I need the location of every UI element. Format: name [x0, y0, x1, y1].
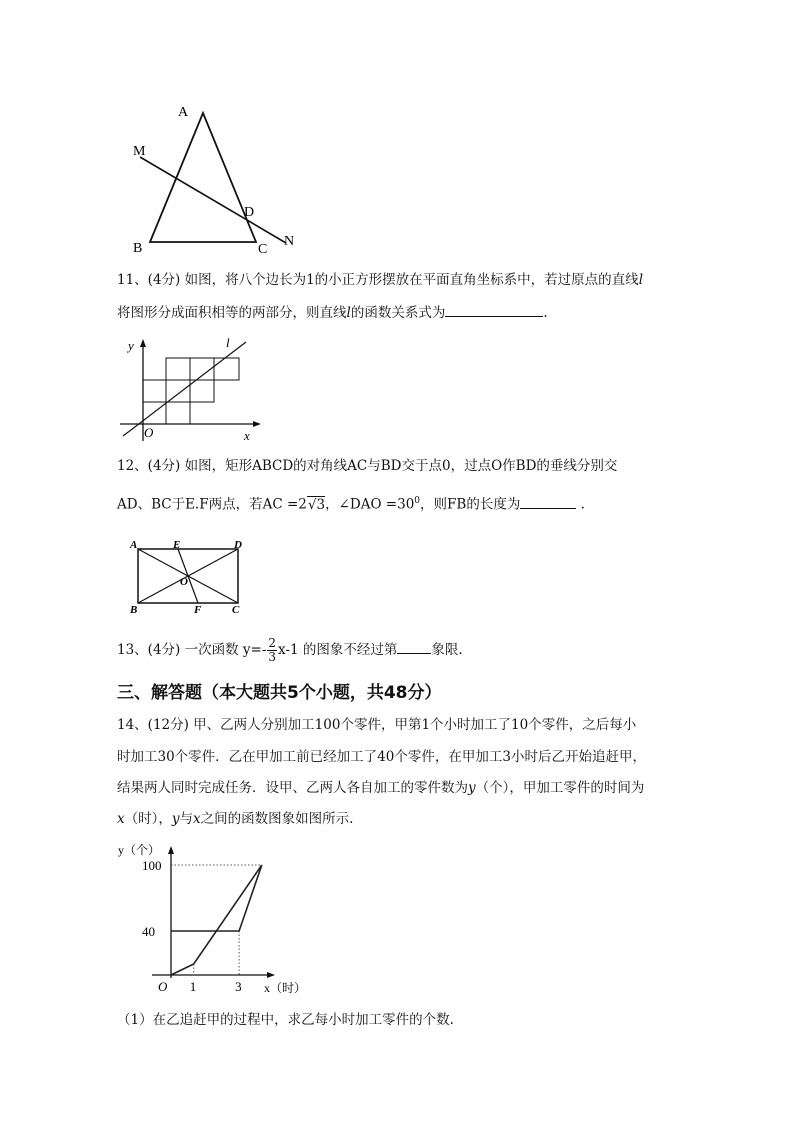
q12-line2-a: AD、BC于E.F两点，若AC =2 [117, 496, 307, 513]
q14-line3-b: （个），甲加工零件的时间为 [475, 780, 645, 796]
square [166, 380, 190, 402]
q12-answer-blank[interactable] [520, 494, 576, 509]
label-o: O [144, 425, 154, 440]
q13-text-b: x-1 的图象不经过第 [278, 642, 398, 658]
series-line-2 [171, 865, 262, 931]
y-axis-label: y（个） [118, 843, 161, 857]
label-o: O [180, 576, 188, 588]
function-chart [112, 838, 322, 998]
q12-line1: 12、(4分) 如图，矩形ABCD的对角线AC与BD交于点0，过点O作BD的垂线分别交 [117, 458, 618, 474]
square [143, 380, 166, 402]
q11-line2 [117, 302, 548, 322]
fraction [267, 637, 277, 664]
q14-line4-a: （时）， [124, 811, 172, 827]
fraction-numerator: 2 [268, 636, 277, 650]
squares [143, 358, 239, 424]
label-f: F [194, 604, 202, 616]
q14-var-x-2: x [193, 811, 201, 827]
sub-question-1: （1）在乙追赶甲的过程中，求乙每小时加工零件的个数. [117, 1012, 454, 1028]
q12-line2-end: . [576, 496, 585, 513]
triangle-abc [150, 113, 256, 242]
q13-text-a: 13、(4分) 一次函数 y=- [117, 642, 267, 658]
q14-var-y: y [468, 780, 476, 796]
q14-line3-a: 结果两人同时完成任务．设甲、乙两人各自加工的零件数为 [117, 780, 468, 796]
q11-answer-blank[interactable] [445, 302, 543, 317]
y-tick-label: 40 [142, 924, 155, 939]
x-axis-arrow-icon [253, 421, 261, 427]
label-a: A [130, 539, 138, 551]
label-m: M [133, 144, 146, 159]
q14-line4-b: 与 [179, 811, 194, 827]
q11-line2-a: 将图形分成面积相等的两部分，则直线 [117, 305, 347, 321]
y-tick-label: 100 [142, 858, 162, 873]
label-l: l [226, 336, 230, 350]
q13-text-c: 象限. [431, 642, 463, 658]
label-c: C [258, 242, 268, 257]
square [166, 358, 190, 380]
label-e: E [173, 539, 181, 551]
label-y: y [128, 338, 134, 353]
origin-label: O [158, 979, 168, 994]
q11-var-l: l [638, 272, 644, 288]
q12-line2-b: ，∠DAO =30 [325, 496, 415, 513]
y-axis-arrow-icon [140, 339, 146, 347]
q14-line2: 时加工30个零件．乙在甲加工前已经加工了40个零件，在甲加工3小时后乙开始追赶甲， [117, 749, 646, 765]
degree-superscript: 0 [414, 496, 421, 506]
q11-line2-b: 的函数关系式为 [350, 305, 446, 321]
label-x: x [244, 428, 250, 443]
triangle-figure [128, 100, 308, 260]
x-axis-label: x（时） [264, 981, 307, 995]
square [190, 380, 214, 402]
q11-var-l-2: l [346, 305, 351, 321]
q12-line2-c: ，则FB的长度为 [420, 496, 521, 513]
label-d: D [234, 539, 242, 551]
line-l [123, 342, 246, 436]
label-c: C [232, 604, 240, 616]
q14-line4 [117, 810, 353, 828]
sqrt-value: 3 [316, 496, 326, 513]
q14-line4-c: 之间的函数图象如图所示. [200, 811, 354, 827]
q12-line2 [117, 492, 585, 514]
label-d: D [244, 205, 255, 220]
q13-line [117, 633, 463, 665]
x-tick-label: 3 [235, 979, 242, 994]
square [166, 402, 190, 424]
grid-figure [118, 336, 268, 446]
q14-var-y-2: y [171, 811, 180, 827]
q14-var-x: x [117, 811, 125, 827]
line-mn [140, 157, 286, 243]
q11-line1 [117, 271, 643, 289]
x-tick-label: 1 [189, 979, 197, 994]
label-b: B [133, 241, 143, 256]
label-a: A [178, 105, 189, 120]
label-b: B [130, 604, 138, 616]
q14-line1: 14、(12分) 甲、乙两人分别加工100个零件，甲第1个小时加工了10个零件，之后每小 [117, 717, 637, 733]
section-title: 三、解答题（本大题共5个小题，共48分） [117, 683, 442, 703]
label-n: N [284, 234, 295, 249]
y-axis-arrow-icon [168, 846, 174, 854]
q13-answer-blank[interactable] [397, 633, 431, 654]
q11-line2-end: . [543, 305, 548, 321]
q14-line3 [117, 779, 644, 797]
x-axis-arrow-icon [267, 972, 275, 978]
rectangle-figure [126, 537, 256, 619]
square [214, 358, 239, 380]
q11-line1-text: 11、(4分) 如图，将八个边长为1的小正方形摆放在平面直角坐标系中，若过原点的直线 [117, 272, 639, 288]
series-line-1 [171, 865, 262, 975]
sqrt-radical: √3 [307, 496, 326, 513]
fraction-denominator: 3 [268, 650, 277, 664]
